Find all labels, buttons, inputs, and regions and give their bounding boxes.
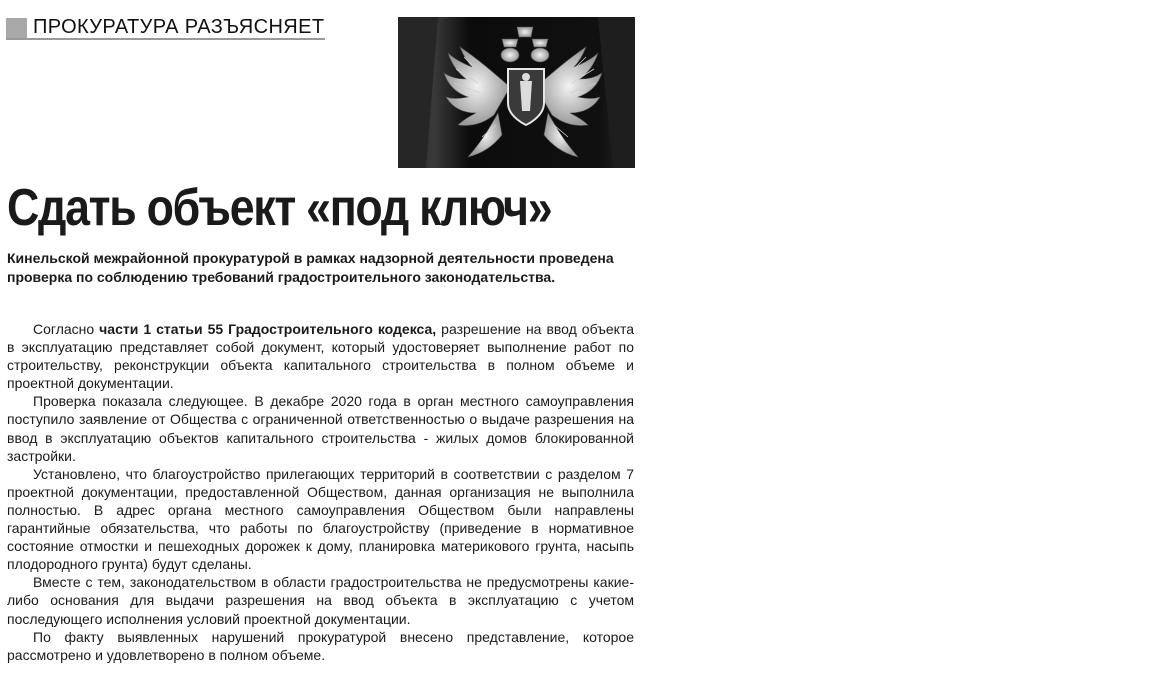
rubric-marker: [6, 18, 27, 38]
paragraph: По факту выявленных нарушений прокуратурой внесено представление, которое рассмотрено и удовлетворено в полном объеме.: [7, 628, 634, 663]
paragraph-text: Согласно: [33, 321, 100, 337]
section-rubric: [6, 16, 325, 40]
article-lead: Кинельской межрайонной прокуратурой в рамках надзорной деятельности проведена проверка по соблюдению требований градостроительного законодательства.: [7, 250, 614, 285]
paragraph: Установлено, что благоустройство прилегающих территорий в соответствии с разделом 7 проектной документации, предоставленной Обществом, данная организация не выполнила полностью. В адрес органа местного самоуправления Обществом были направлены гарантийные обязательства, что работы по благоустройству (приведение в нормативное состояние отмостки и пешеходных дорожек к дому, планировка материкового грунта, насыпь плодородного грунта) будут сделаны.: [7, 465, 634, 573]
article-headline: Сдать объект «под ключ»: [7, 179, 552, 237]
paragraph: Вместе с тем, законодательством в области градостроительства не предусмотрены какие-либо основания для выдачи разрешения на ввод объекта в эксплуатацию с учетом последующего исполнения условий проектной документации.: [7, 574, 634, 627]
coat-of-arms-photo: [398, 17, 635, 168]
legal-reference: части 1 статьи 55 Градостроительного кодекса,: [99, 321, 437, 337]
paragraph-text: разрешение на ввод объекта в эксплуатацию представляет собой документ, который удостоверяет выполнение работ по строительству, реконструкции объекта капитального строительства в полном объеме и проектной документации.: [7, 321, 635, 392]
rubric-title: ПРОКУРАТУРА РАЗЪЯСНЯЕТ: [33, 16, 325, 38]
article-body: [7, 320, 634, 664]
paragraph: Проверка показала следующее. В декабре 2020 года в орган местного самоуправления поступило заявление от Общества с ограниченной ответственностью о выдаче разрешения на ввод в эксплуатацию объектов капитального строительства - жилых домов блокированной застройки.: [7, 393, 634, 464]
coat-of-arms-image: [398, 17, 635, 168]
paragraph: [7, 320, 634, 392]
